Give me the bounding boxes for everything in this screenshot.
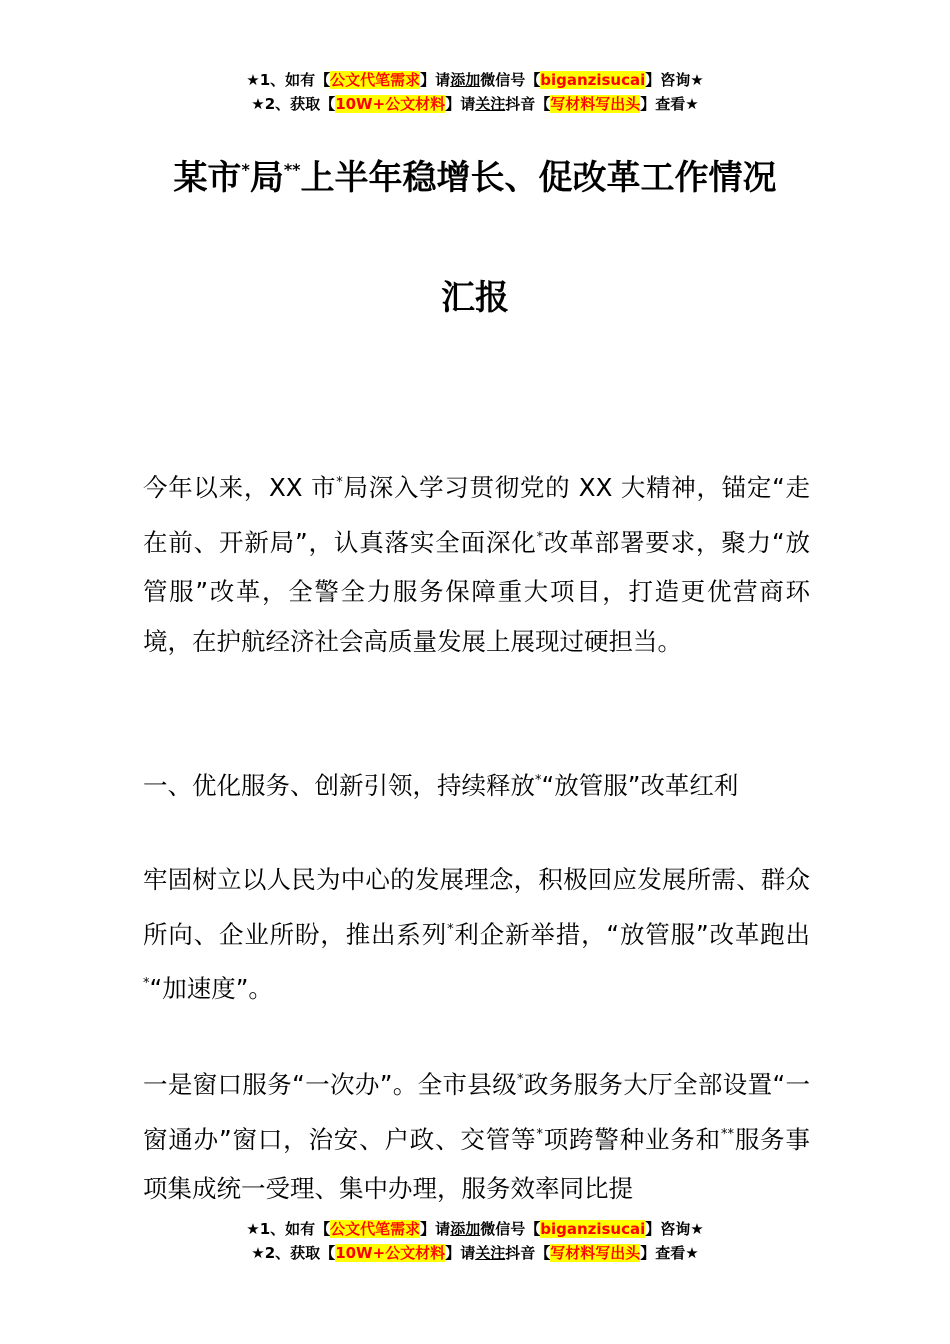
banner-text: 】请 [420,1220,451,1238]
asterisk-mark: * [336,475,343,490]
heading-text: 一、优化服务、创新引领，持续释放 [143,771,535,800]
document-title-line-2: 汇报 [441,278,509,318]
document-title-line-1 [0,150,950,199]
banner-text: 】请 [445,1244,476,1262]
title-text: 上半年稳增长、促改革工作情况 [300,158,777,198]
asterisk-mark: * [447,921,454,937]
paragraph-text: 一是窗口服务“一次办”。全市县级 [143,1070,518,1099]
paragraph-text: 服务事项集成统一受理、集中办理，服务效率同比提 [143,1124,810,1203]
banner-text: 抖音【 [505,95,551,113]
paragraph-window-service [143,1055,810,1214]
banner-text: ★2、获取【 [251,1244,336,1262]
paragraph-text: 局深入学习贯彻党的 XX 大精神，锚定“走在前、开新局”，认真落实全面深化 [143,473,810,557]
asterisk-mark: ** [283,160,301,179]
banner-highlight: biganzisucai [540,71,646,89]
paragraph-text: “加速度”。 [149,974,273,1003]
banner-highlight: 公文代笔需求 [330,71,421,89]
asterisk-mark: * [536,1126,543,1142]
asterisk-mark: * [143,976,150,991]
asterisk-mark: * [536,529,544,545]
banner-text: 微信号【 [480,1220,541,1238]
banner-underline: 关注 [475,95,506,113]
banner-text: 】咨询★ [645,71,704,89]
paragraph-text: 项跨警种业务和 [542,1124,722,1154]
footer-banner [0,1217,950,1265]
banner-text: 】查看★ [640,95,699,113]
banner-underline: 添加 [450,71,481,89]
banner-highlight: 10W+公文材料 [335,1244,446,1262]
asterisk-mark: * [517,1072,524,1087]
banner-text: 】请 [420,71,451,89]
heading-text: “放管服”改革红利 [541,771,739,800]
banner-underline: 添加 [450,1220,481,1238]
banner-line-2 [0,1241,950,1265]
banner-highlight: 10W+公文材料 [335,95,446,113]
banner-text: 】请 [445,95,476,113]
paragraph-text: 牢固树立以人民为中心的发展理念，积极回应发展所需、群众所向、企业所盼，推出系列 [143,865,810,949]
banner-line-1 [0,1217,950,1241]
banner-line-2 [0,92,950,116]
banner-text: 】查看★ [640,1244,699,1262]
asterisk-mark: * [535,773,542,788]
banner-underline: 关注 [475,1244,506,1262]
banner-highlight: biganzisucai [540,1220,646,1238]
banner-text: ★2、获取【 [251,95,336,113]
banner-highlight: 公文代笔需求 [330,1220,421,1238]
header-banner [0,68,950,116]
paragraph-text: 今年以来，XX 市 [143,473,337,502]
title-text: 局 [249,158,284,198]
banner-text: 】咨询★ [645,1220,704,1238]
section-heading-1 [143,756,810,811]
paragraph-text: 利企新举措，“放管服”改革跑出 [453,919,811,949]
paragraph-section-1 [143,855,810,1014]
asterisk-mark: ** [721,1126,735,1142]
banner-text: ★1、如有【 [246,1220,331,1238]
paragraph-text: 改革部署要求，聚力“放管服”改革，全警全力服务保障重大项目，打造更优营商环境，在护航经济社会高质量发展上展现过硬担当。 [143,527,810,656]
banner-text: 微信号【 [480,71,541,89]
banner-highlight: 写材料写出头 [550,1244,641,1262]
title-text: 某市 [173,158,242,198]
banner-text: ★1、如有【 [246,71,331,89]
paragraph-intro [143,458,810,666]
banner-line-1 [0,68,950,92]
banner-highlight: 写材料写出头 [550,95,641,113]
paragraph-text: 政务服务大厅全部设置“一窗通办”窗口，治安、户政、交管等 [143,1070,810,1154]
banner-text: 抖音【 [505,1244,551,1262]
asterisk-mark: * [241,160,250,179]
